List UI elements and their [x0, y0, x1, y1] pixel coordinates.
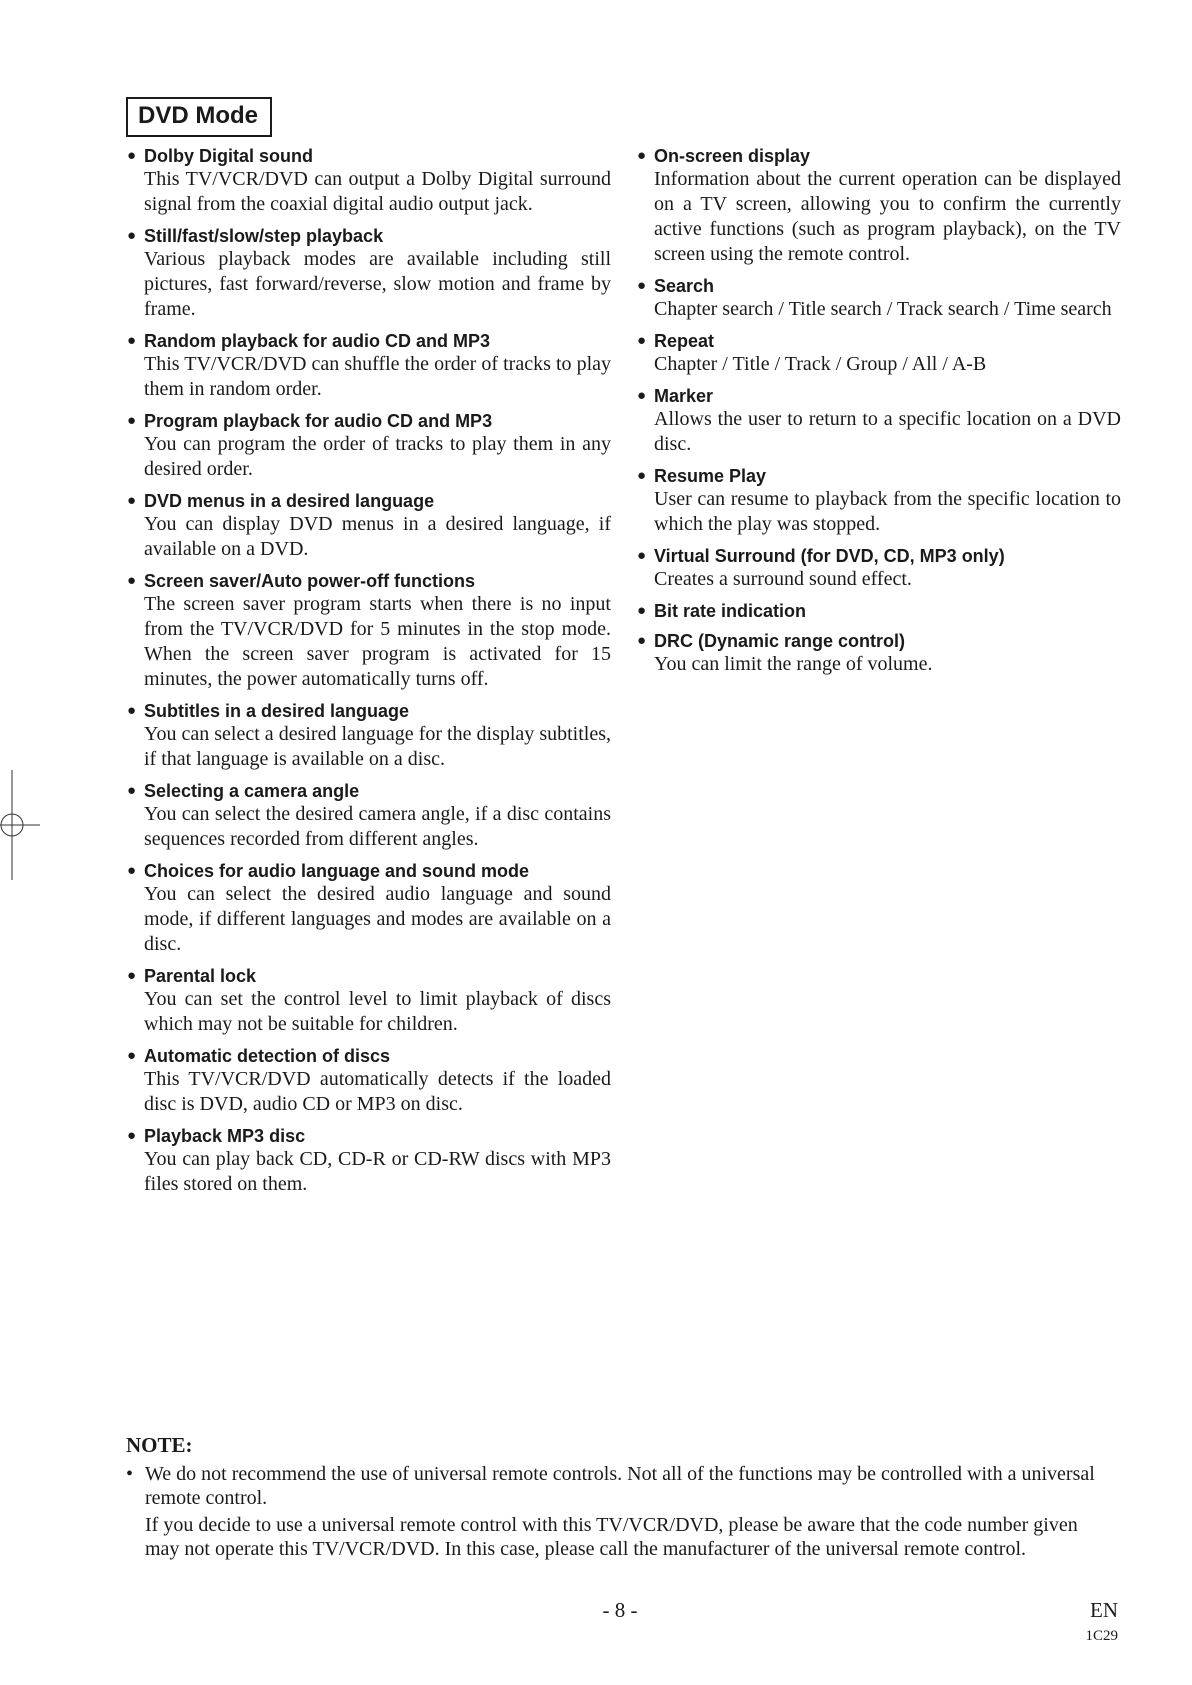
- feature-description: You can play back CD, CD-R or CD-RW discs with MP3 files stored on them.: [144, 1148, 611, 1195]
- feature-item: [637, 385, 1121, 457]
- feature-item: [127, 225, 611, 322]
- feature-title: Choices for audio language and sound mode: [144, 861, 530, 881]
- bullet-icon: ●: [637, 387, 647, 404]
- feature-description: Chapter / Title / Track / Group / All / A-B: [654, 353, 987, 375]
- feature-item: [127, 1125, 611, 1197]
- feature-description: You can limit the range of volume.: [654, 653, 933, 675]
- feature-title: Still/fast/slow/step playback: [144, 226, 384, 246]
- feature-item: [637, 145, 1121, 267]
- feature-description: Allows the user to return to a specific location on a DVD disc.: [654, 408, 1121, 455]
- document-code: 1C29: [1085, 1628, 1118, 1644]
- feature-item: [637, 465, 1121, 537]
- feature-item: [127, 490, 611, 562]
- feature-title: Parental lock: [144, 966, 257, 986]
- note-section: [126, 1432, 1116, 1561]
- feature-description: Chapter search / Title search / Track search / Time search: [654, 298, 1112, 320]
- feature-title: DVD menus in a desired language: [144, 491, 435, 511]
- bullet-icon: ●: [637, 277, 647, 294]
- left-feature-column: [127, 145, 611, 1205]
- bullet-icon: ●: [127, 862, 137, 879]
- note-paragraph: If you decide to use a universal remote control with this TV/VCR/DVD, please be aware that the code number given may not operate this TV/VCR/DVD. In this case, please call the manufacturer of the universal remote control.: [145, 1514, 1078, 1560]
- feature-title: Random playback for audio CD and MP3: [144, 331, 491, 351]
- bullet-icon: ●: [637, 547, 647, 564]
- feature-title: Dolby Digital sound: [144, 146, 313, 166]
- feature-title: Marker: [654, 386, 714, 406]
- bullet-icon: ●: [127, 332, 137, 349]
- feature-description: Creates a surround sound effect.: [654, 568, 912, 590]
- feature-item: [127, 570, 611, 692]
- bullet-icon: ●: [637, 147, 647, 164]
- feature-description: You can display DVD menus in a desired language, if available on a DVD.: [144, 513, 611, 560]
- bullet-icon: ●: [127, 147, 137, 164]
- bullet-icon: ●: [127, 702, 137, 719]
- feature-item: [637, 275, 1121, 322]
- bullet-icon: ●: [637, 602, 647, 619]
- bullet-icon: ●: [127, 412, 137, 429]
- feature-title: Playback MP3 disc: [144, 1126, 306, 1146]
- feature-description: You can program the order of tracks to play them in any desired order.: [144, 433, 611, 480]
- feature-item: [127, 860, 611, 957]
- feature-title: Program playback for audio CD and MP3: [144, 411, 493, 431]
- feature-description: Various playback modes are available including still pictures, fast forward/reverse, slow motion and frame by frame.: [144, 248, 611, 320]
- bullet-icon: ●: [637, 332, 647, 349]
- feature-title: DRC (Dynamic range control): [654, 631, 906, 651]
- feature-description: You can select the desired camera angle, if a disc contains sequences recorded from different angles.: [144, 803, 611, 850]
- feature-description: This TV/VCR/DVD can shuffle the order of tracks to play them in random order.: [144, 353, 611, 400]
- bullet-icon: ●: [127, 492, 137, 509]
- feature-item: [637, 600, 1121, 622]
- feature-title: Resume Play: [654, 466, 767, 486]
- note-paragraph: We do not recommend the use of universal remote controls. Not all of the functions may be controlled with a universal remote control.: [145, 1463, 1095, 1509]
- bullet-icon: ●: [127, 782, 137, 799]
- feature-title: Search: [654, 276, 715, 296]
- feature-description: You can select the desired audio language and sound mode, if different languages and modes are available on a disc.: [144, 883, 611, 955]
- feature-item: [127, 410, 611, 482]
- bullet-icon: •: [126, 1463, 134, 1485]
- feature-title: Repeat: [654, 331, 715, 351]
- feature-title: On-screen display: [654, 146, 811, 166]
- feature-title: Selecting a camera angle: [144, 781, 360, 801]
- feature-item: [127, 700, 611, 772]
- feature-description: Information about the current operation can be displayed on a TV screen, allowing you to confirm the currently active functions (such as program playback), on the TV screen using the remote control.: [654, 168, 1121, 265]
- feature-description: This TV/VCR/DVD automatically detects if the loaded disc is DVD, audio CD or MP3 on disc.: [144, 1068, 611, 1115]
- feature-item: [127, 780, 611, 852]
- feature-item: [127, 330, 611, 402]
- bullet-icon: ●: [127, 1047, 137, 1064]
- page-number: - 8 -: [602, 1598, 638, 1622]
- feature-description: This TV/VCR/DVD can output a Dolby Digital surround signal from the coaxial digital audio output jack.: [144, 168, 611, 215]
- feature-item: [127, 145, 611, 217]
- feature-description: The screen saver program starts when there is no input from the TV/VCR/DVD for 5 minutes in the stop mode. When the screen saver program is activated for 15 minutes, the power automatically turns off.: [144, 593, 611, 690]
- feature-title: Bit rate indication: [654, 601, 807, 621]
- right-feature-column: [637, 145, 1121, 685]
- bullet-icon: ●: [127, 1127, 137, 1144]
- feature-title: Subtitles in a desired language: [144, 701, 410, 721]
- language-code: EN: [1090, 1598, 1118, 1622]
- feature-item: [127, 1045, 611, 1117]
- feature-description: User can resume to playback from the specific location to which the play was stopped.: [654, 488, 1121, 535]
- bullet-icon: ●: [637, 467, 647, 484]
- feature-description: You can select a desired language for the display subtitles, if that language is available on a disc.: [144, 723, 611, 770]
- feature-item: [127, 965, 611, 1037]
- bullet-icon: ●: [637, 632, 647, 649]
- registration-mark: [0, 770, 40, 880]
- feature-item: [637, 330, 1121, 377]
- note-item: [126, 1462, 1116, 1561]
- bullet-icon: ●: [127, 967, 137, 984]
- feature-description: You can set the control level to limit playback of discs which may not be suitable for children.: [144, 988, 611, 1035]
- bullet-icon: ●: [127, 572, 137, 589]
- feature-title: Screen saver/Auto power-off functions: [144, 571, 476, 591]
- feature-item: [637, 630, 1121, 677]
- section-title: DVD Mode: [126, 97, 272, 137]
- note-heading: NOTE:: [126, 1433, 193, 1457]
- feature-title: Virtual Surround (for DVD, CD, MP3 only): [654, 546, 1005, 566]
- feature-title: Automatic detection of discs: [144, 1046, 391, 1066]
- feature-item: [637, 545, 1121, 592]
- bullet-icon: ●: [127, 227, 137, 244]
